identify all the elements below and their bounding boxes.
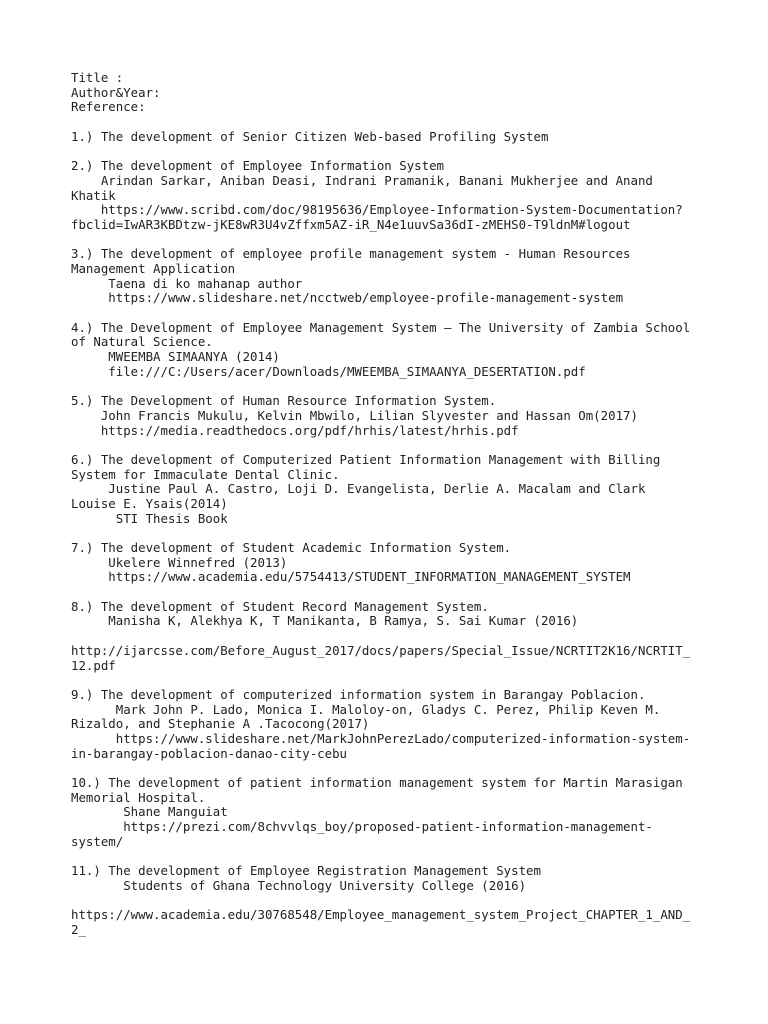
doc-line: Khatik bbox=[71, 187, 116, 203]
doc-line bbox=[71, 894, 708, 909]
doc-line: Memorial Hospital. bbox=[71, 789, 206, 805]
doc-line: MWEEMBA SIMAANYA (2014) bbox=[71, 349, 280, 365]
doc-line bbox=[71, 761, 708, 776]
doc-line: https://www.slideshare.net/MarkJohnPerezLado/computerized-information-system- bbox=[71, 730, 691, 746]
doc-line: Title : bbox=[71, 70, 124, 85]
doc-line: 3.) The development of employee profile management system - Human Resources bbox=[71, 246, 631, 262]
doc-line: 6.) The development of Computerized Patient Information Management with Billing bbox=[71, 451, 661, 467]
doc-line bbox=[71, 379, 708, 394]
doc-line: Author&Year: bbox=[71, 84, 161, 100]
doc-line: 2_ bbox=[71, 921, 86, 937]
doc-line: system/ bbox=[71, 833, 124, 849]
doc-line: https://www.academia.edu/30768548/Employee_management_system_Project_CHAPTER_1_AND_ bbox=[71, 907, 691, 923]
doc-line: STI Thesis Book bbox=[71, 510, 228, 526]
doc-line: http://ijarcsse.com/Before_August_2017/docs/papers/Special_Issue/NCRTIT2K16/NCRTIT_ bbox=[71, 642, 691, 658]
doc-line: 12.pdf bbox=[71, 657, 116, 673]
doc-line bbox=[71, 849, 708, 864]
doc-line: Reference: bbox=[71, 99, 146, 115]
doc-line: System for Immaculate Dental Clinic. bbox=[71, 466, 340, 482]
doc-line bbox=[71, 438, 708, 453]
doc-line bbox=[71, 144, 708, 159]
doc-line: Management Application bbox=[71, 260, 236, 276]
doc-line: 5.) The Development of Human Resource Information System. bbox=[71, 393, 497, 409]
doc-line: Ukelere Winnefred (2013) bbox=[71, 554, 288, 570]
doc-line: Arindan Sarkar, Aniban Deasi, Indrani Pramanik, Banani Mukherjee and Anand bbox=[71, 172, 653, 188]
doc-line: 11.) The development of Employee Registration Management System bbox=[71, 863, 541, 879]
doc-line bbox=[71, 673, 708, 688]
doc-line bbox=[71, 585, 708, 600]
doc-line: Mark John P. Lado, Monica I. Maloloy-on, Gladys C. Perez, Philip Keven M. bbox=[71, 701, 661, 717]
doc-line: 9.) The development of computerized information system in Barangay Poblacion. bbox=[71, 686, 646, 702]
doc-line bbox=[71, 306, 708, 321]
doc-line: Students of Ghana Technology University College (2016) bbox=[71, 877, 527, 893]
doc-line: https://www.slideshare.net/ncctweb/employee-profile-management-system bbox=[71, 290, 624, 306]
doc-line: https://prezi.com/8chvvlqs_boy/proposed-patient-information-management- bbox=[71, 819, 653, 835]
doc-line: Shane Manguiat bbox=[71, 804, 228, 820]
doc-line: 2.) The development of Employee Information System bbox=[71, 158, 444, 174]
doc-line bbox=[71, 526, 708, 541]
doc-line: Rizaldo, and Stephanie A .Tacocong(2017) bbox=[71, 716, 370, 732]
doc-line: https://www.scribd.com/doc/98195636/Employee-Information-System-Documentation? bbox=[71, 202, 683, 218]
doc-line: 10.) The development of patient information management system for Martin Marasigan bbox=[71, 775, 683, 790]
doc-line: file:///C:/Users/acer/Downloads/MWEEMBA_SIMAANYA_DESERTATION.pdf bbox=[71, 363, 586, 379]
doc-line: https://www.academia.edu/5754413/STUDENT_INFORMATION_MANAGEMENT_SYSTEM bbox=[71, 569, 631, 585]
doc-line: Taena di ko mahanap author bbox=[71, 275, 303, 291]
doc-line: 7.) The development of Student Academic Information System. bbox=[71, 540, 512, 555]
doc-line: Louise E. Ysais(2014) bbox=[71, 495, 228, 511]
doc-line bbox=[71, 233, 708, 248]
doc-line: https://media.readthedocs.org/pdf/hrhis/latest/hrhis.pdf bbox=[71, 422, 519, 438]
doc-line: in-barangay-poblacion-danao-city-cebu bbox=[71, 745, 348, 761]
doc-line: Justine Paul A. Castro, Loji D. Evangelista, Derlie A. Macalam and Clark bbox=[71, 481, 646, 497]
doc-line: John Francis Mukulu, Kelvin Mbwilo, Lilian Slyvester and Hassan Om(2017) bbox=[71, 407, 638, 423]
doc-line: 1.) The development of Senior Citizen Web-based Profiling System bbox=[71, 128, 549, 144]
doc-line: of Natural Science. bbox=[71, 334, 213, 350]
doc-line: 8.) The development of Student Record Management System. bbox=[71, 598, 489, 614]
doc-line: 4.) The Development of Employee Management System – The University of Zambia School bbox=[71, 319, 691, 335]
doc-line bbox=[71, 115, 708, 130]
doc-line: fbclid=IwAR3KBDtzw-jKE8wR3U4vZffxm5AZ-iR_N4e1uuvSa36dI-zMEHS0-T9ldnM#logout bbox=[71, 216, 631, 232]
doc-line bbox=[71, 629, 708, 644]
doc-line: Manisha K, Alekhya K, T Manikanta, B Ramya, S. Sai Kumar (2016) bbox=[71, 613, 579, 629]
